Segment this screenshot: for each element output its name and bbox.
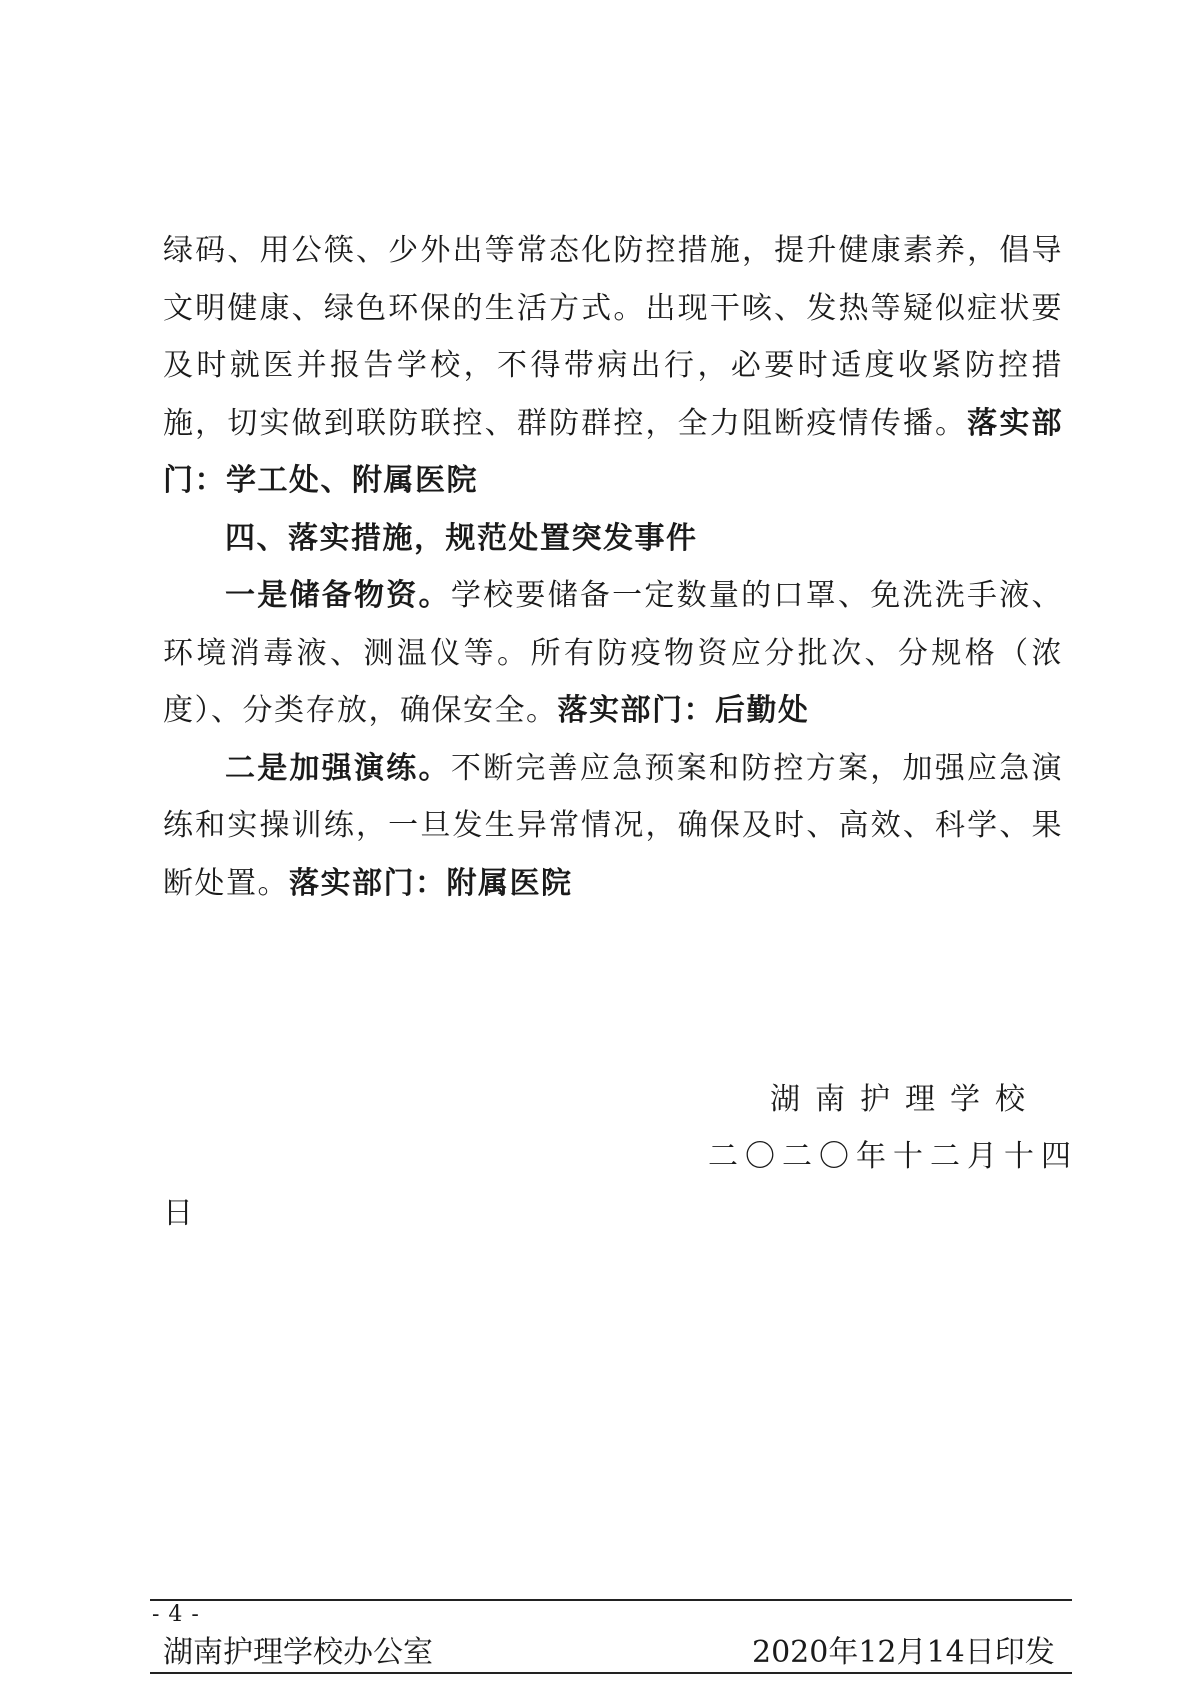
- item-heading: 一是储备物资。: [225, 578, 451, 613]
- responsible-department: 落实部门：学工处、附属医院: [163, 405, 1064, 498]
- document-body: [163, 222, 1063, 912]
- paragraph-strengthen-drills: [163, 740, 1063, 913]
- signature-organization: 湖南护理学校: [770, 1082, 1040, 1117]
- footer-bottom-rule: [150, 1672, 1072, 1674]
- item-heading: 二是加强演练。: [225, 750, 451, 786]
- responsible-department: 落实部门：附属医院: [289, 865, 573, 901]
- responsible-department: 落实部门：后勤处: [557, 693, 810, 728]
- paragraph-prevention-measures: [163, 222, 1063, 510]
- paragraph-text: 学校要储备一定数量的口罩、免洗洗手液、环境消毒液、测温仪等。所有防疫物资应分批次、分规格（浓度）、分类存放，确保安全。: [163, 578, 1064, 728]
- footer-print-date: 2020年12月14日印发: [752, 1635, 1055, 1670]
- section-heading-four: [163, 510, 1063, 568]
- section-heading-text: 四、落实措施，规范处置突发事件: [225, 520, 698, 556]
- footer-issuing-office: 湖南护理学校办公室: [163, 1635, 433, 1670]
- paragraph-text: 绿码、用公筷、少外出等常态化防控措施，提升健康素养，倡导文明健康、绿色环保的生活方式。出现干咳、发热等疑似症状要及时就医并报告学校，不得带病出行，必要时适度收紧防控措施，切实做到联防联控、群防群控，全力阻断疫情传播。: [163, 233, 1063, 441]
- paragraph-text: 不断完善应急预案和防控方案，加强应急演练和实操训练，一旦发生异常情况，确保及时、高效、科学、果断处置。: [163, 750, 1064, 901]
- page-number: - 4 -: [152, 1602, 200, 1627]
- signature-date: 二〇二〇年十二月十四: [708, 1139, 1078, 1174]
- paragraph-reserve-supplies: [163, 567, 1063, 740]
- signature-date-tail: 日: [163, 1196, 193, 1231]
- footer-top-rule: [150, 1599, 1072, 1601]
